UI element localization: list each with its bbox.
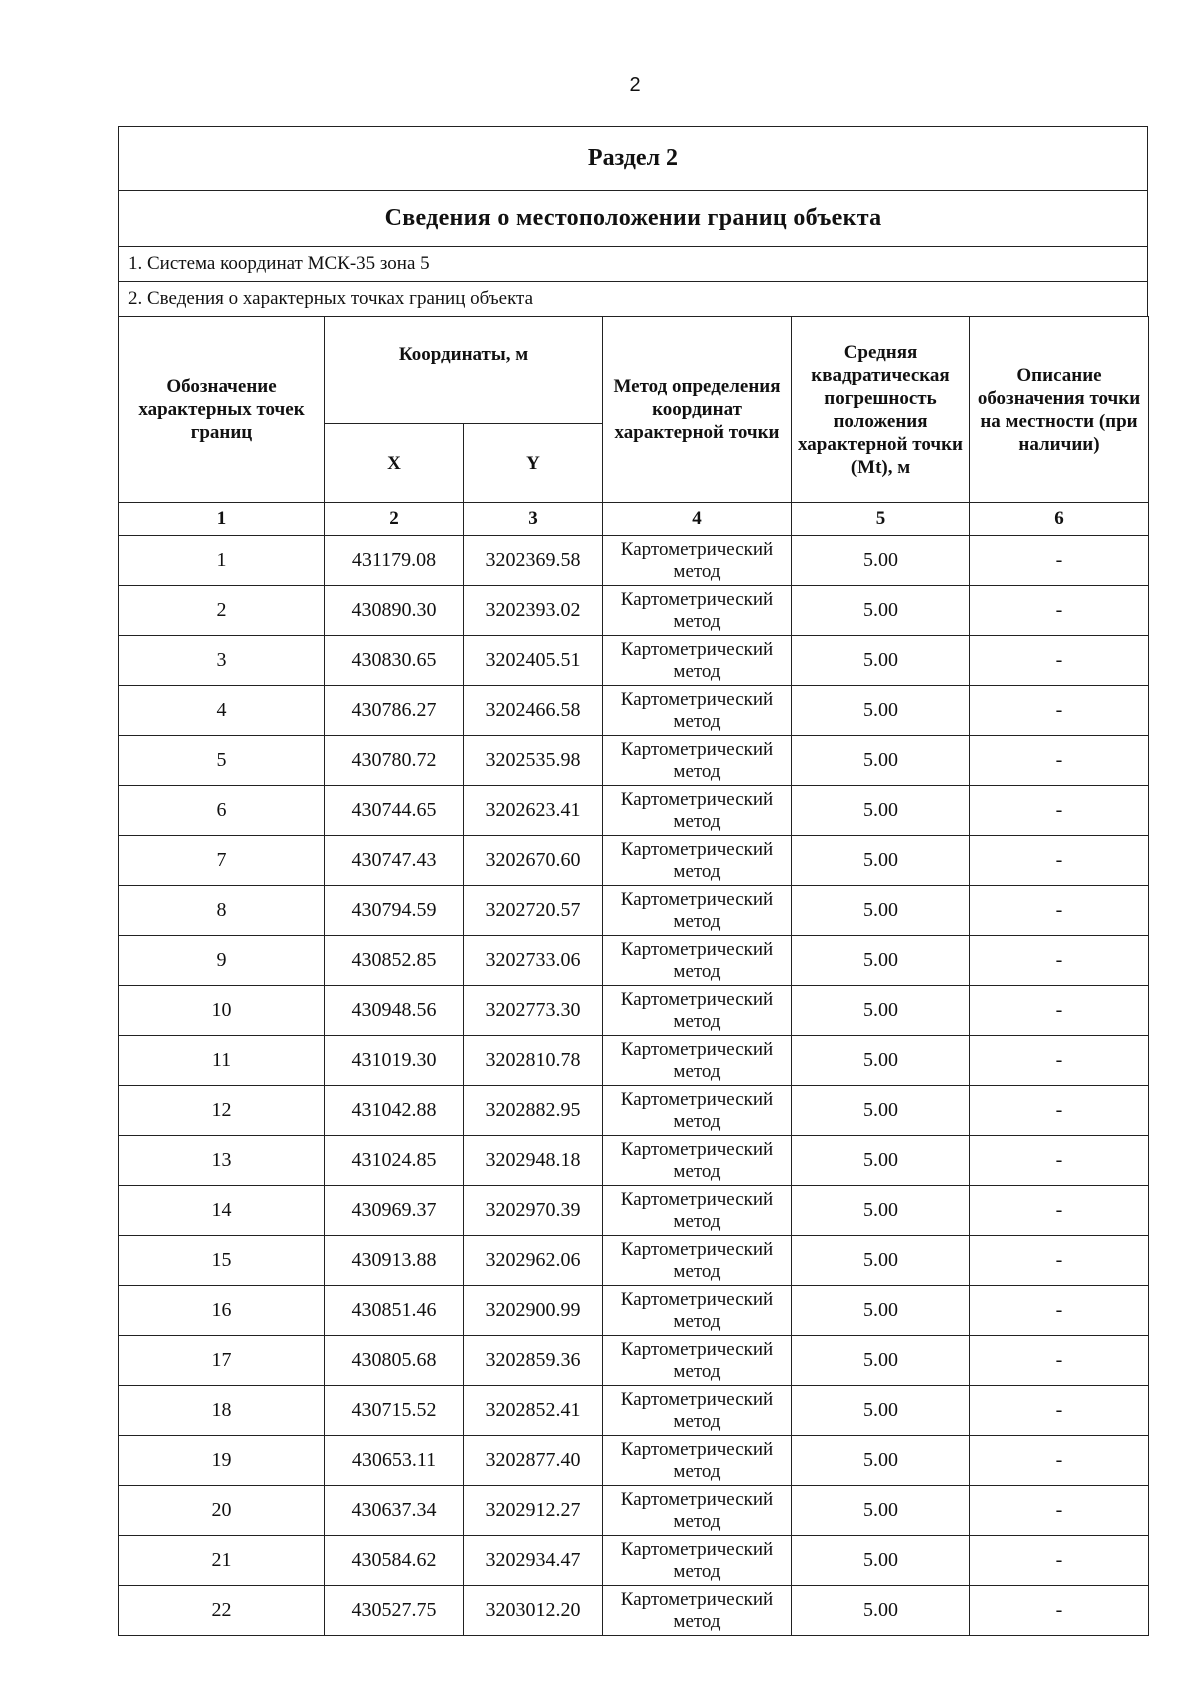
x-coordinate-cell: 431024.85 [325,1136,464,1186]
accuracy-cell: 5.00 [792,1136,970,1186]
x-coordinate-cell: 430527.75 [325,1586,464,1636]
method-text: Картометрический [620,588,774,610]
method-cell [603,936,792,986]
description-cell: - [970,686,1149,736]
point-id-cell: 9 [119,936,325,986]
accuracy-cell: 5.00 [792,686,970,736]
point-id-cell: 1 [119,536,325,586]
method-cell [603,1136,792,1186]
y-coordinate-cell: 3202810.78 [464,1036,603,1086]
coordinate-system: 1. Система координат МСК-35 зона 5 [118,246,1148,281]
method-text: метод [673,1410,721,1432]
x-coordinate-cell: 430780.72 [325,736,464,786]
y-coordinate-cell: 3202369.58 [464,536,603,586]
method-cell [603,886,792,936]
y-coordinate-cell: 3203012.20 [464,1586,603,1636]
method-text: метод [673,710,721,732]
description-cell: - [970,1436,1149,1486]
header-method: Метод определения координат характерной точки [603,317,792,503]
y-coordinate-cell: 3202773.30 [464,986,603,1036]
x-coordinate-cell: 430653.11 [325,1436,464,1486]
method-cell [603,686,792,736]
method-text: Картометрический [620,638,774,660]
description-cell: - [970,886,1149,936]
accuracy-cell: 5.00 [792,886,970,936]
method-text: Картометрический [620,788,774,810]
method-text: метод [673,1160,721,1182]
x-coordinate-cell: 430851.46 [325,1286,464,1336]
method-text: Картометрический [620,1288,774,1310]
method-text: метод [673,560,721,582]
point-id-cell: 21 [119,1536,325,1586]
column-number-row [119,503,1149,536]
point-id-cell: 5 [119,736,325,786]
header-coordinates: Координаты, м [325,317,603,424]
method-text: метод [673,1260,721,1282]
y-coordinate-cell: 3202852.41 [464,1386,603,1436]
header-x: X [325,424,464,503]
method-text: Картометрический [620,988,774,1010]
point-id-cell: 4 [119,686,325,736]
y-coordinate-cell: 3202623.41 [464,786,603,836]
point-id-cell: 20 [119,1486,325,1536]
method-cell [603,836,792,886]
description-cell: - [970,936,1149,986]
method-cell [603,1536,792,1586]
method-text: Картометрический [620,1188,774,1210]
x-coordinate-cell: 430913.88 [325,1236,464,1286]
method-text: Картометрический [620,888,774,910]
accuracy-cell: 5.00 [792,1236,970,1286]
point-id-cell: 6 [119,786,325,836]
document-title: Сведения о местоположении границ объекта [118,190,1148,246]
accuracy-cell: 5.00 [792,536,970,586]
x-coordinate-cell: 430637.34 [325,1486,464,1536]
method-text: метод [673,910,721,932]
table-row [119,1086,1149,1136]
description-cell: - [970,736,1149,786]
accuracy-cell: 5.00 [792,736,970,786]
point-id-cell: 22 [119,1586,325,1636]
table-row [119,686,1149,736]
point-id-cell: 16 [119,1286,325,1336]
description-cell: - [970,986,1149,1036]
table-row [119,1436,1149,1486]
description-cell: - [970,1336,1149,1386]
method-text: Картометрический [620,1138,774,1160]
accuracy-cell: 5.00 [792,1586,970,1636]
method-cell [603,786,792,836]
table-row [119,736,1149,786]
method-cell [603,636,792,686]
accuracy-cell: 5.00 [792,986,970,1036]
y-coordinate-cell: 3202670.60 [464,836,603,886]
document-sheet [118,126,1148,1636]
table-body [119,536,1149,1636]
method-cell [603,586,792,636]
column-number: 4 [603,503,792,536]
method-text: Картометрический [620,1488,774,1510]
y-coordinate-cell: 3202882.95 [464,1086,603,1136]
point-id-cell: 15 [119,1236,325,1286]
method-cell [603,1336,792,1386]
y-coordinate-cell: 3202733.06 [464,936,603,986]
table-row [119,536,1149,586]
method-text: метод [673,860,721,882]
table-row [119,1036,1149,1086]
description-cell: - [970,636,1149,686]
method-text: Картометрический [620,1588,774,1610]
accuracy-cell: 5.00 [792,586,970,636]
header-point: Обозначение характерных точек границ [119,317,325,503]
y-coordinate-cell: 3202466.58 [464,686,603,736]
accuracy-cell: 5.00 [792,786,970,836]
table-row [119,1586,1149,1636]
point-id-cell: 10 [119,986,325,1036]
x-coordinate-cell: 430948.56 [325,986,464,1036]
method-text: метод [673,1360,721,1382]
method-text: Картометрический [620,688,774,710]
y-coordinate-cell: 3202948.18 [464,1136,603,1186]
x-coordinate-cell: 430969.37 [325,1186,464,1236]
method-text: метод [673,1510,721,1532]
table-row [119,636,1149,686]
x-coordinate-cell: 430852.85 [325,936,464,986]
method-text: метод [673,1060,721,1082]
method-text: метод [673,960,721,982]
point-id-cell: 12 [119,1086,325,1136]
method-text: метод [673,1010,721,1032]
accuracy-cell: 5.00 [792,936,970,986]
point-id-cell: 11 [119,1036,325,1086]
x-coordinate-cell: 430830.65 [325,636,464,686]
point-id-cell: 14 [119,1186,325,1236]
point-id-cell: 17 [119,1336,325,1386]
description-cell: - [970,1236,1149,1286]
method-text: метод [673,760,721,782]
table-row [119,986,1149,1036]
point-id-cell: 18 [119,1386,325,1436]
y-coordinate-cell: 3202877.40 [464,1436,603,1486]
accuracy-cell: 5.00 [792,1486,970,1536]
y-coordinate-cell: 3202393.02 [464,586,603,636]
y-coordinate-cell: 3202900.99 [464,1286,603,1336]
table-row [119,586,1149,636]
method-text: Картометрический [620,938,774,960]
x-coordinate-cell: 430786.27 [325,686,464,736]
accuracy-cell: 5.00 [792,1536,970,1586]
accuracy-cell: 5.00 [792,1386,970,1436]
y-coordinate-cell: 3202405.51 [464,636,603,686]
method-text: метод [673,1460,721,1482]
description-cell: - [970,1186,1149,1236]
method-text: метод [673,660,721,682]
table-row [119,886,1149,936]
x-coordinate-cell: 431019.30 [325,1036,464,1086]
method-text: Картометрический [620,1538,774,1560]
point-id-cell: 2 [119,586,325,636]
x-coordinate-cell: 431179.08 [325,536,464,586]
column-number: 1 [119,503,325,536]
method-text: метод [673,810,721,832]
method-text: метод [673,1310,721,1332]
method-cell [603,1036,792,1086]
point-id-cell: 8 [119,886,325,936]
table-row [119,786,1149,836]
method-cell [603,1586,792,1636]
description-cell: - [970,1086,1149,1136]
method-cell [603,1486,792,1536]
table-row [119,1236,1149,1286]
description-cell: - [970,1286,1149,1336]
column-number: 5 [792,503,970,536]
accuracy-cell: 5.00 [792,1436,970,1486]
page-number: 2 [629,74,641,96]
header-description: Описание обозначения точки на местности (при наличии) [970,317,1149,503]
method-text: Картометрический [620,1438,774,1460]
y-coordinate-cell: 3202859.36 [464,1336,603,1386]
method-cell [603,1186,792,1236]
method-text: Картометрический [620,1388,774,1410]
method-text: Картометрический [620,1338,774,1360]
method-text: Картометрический [620,738,774,760]
table-row [119,836,1149,886]
header-y: Y [464,424,603,503]
method-text: метод [673,1560,721,1582]
description-cell: - [970,1386,1149,1436]
point-id-cell: 13 [119,1136,325,1186]
accuracy-cell: 5.00 [792,1086,970,1136]
accuracy-cell: 5.00 [792,636,970,686]
description-cell: - [970,1486,1149,1536]
description-cell: - [970,836,1149,886]
point-id-cell: 3 [119,636,325,686]
table-row [119,1286,1149,1336]
description-cell: - [970,1136,1149,1186]
x-coordinate-cell: 431042.88 [325,1086,464,1136]
column-number: 2 [325,503,464,536]
x-coordinate-cell: 430890.30 [325,586,464,636]
boundary-points-table [118,316,1149,1636]
points-caption: 2. Сведения о характерных точках границ объекта [118,281,1148,316]
method-cell [603,1086,792,1136]
y-coordinate-cell: 3202912.27 [464,1486,603,1536]
table-row [119,1136,1149,1186]
method-text: метод [673,1610,721,1632]
description-cell: - [970,1536,1149,1586]
x-coordinate-cell: 430584.62 [325,1536,464,1586]
method-text: метод [673,610,721,632]
method-text: Картометрический [620,1038,774,1060]
y-coordinate-cell: 3202970.39 [464,1186,603,1236]
method-cell [603,1286,792,1336]
method-text: Картометрический [620,1238,774,1260]
x-coordinate-cell: 430715.52 [325,1386,464,1436]
table-row [119,1386,1149,1436]
method-cell [603,536,792,586]
description-cell: - [970,1036,1149,1086]
accuracy-cell: 5.00 [792,1286,970,1336]
description-cell: - [970,586,1149,636]
description-cell: - [970,1586,1149,1636]
table-row [119,936,1149,986]
x-coordinate-cell: 430805.68 [325,1336,464,1386]
method-text: Картометрический [620,838,774,860]
accuracy-cell: 5.00 [792,1336,970,1386]
table-row [119,1536,1149,1586]
method-text: Картометрический [620,538,774,560]
y-coordinate-cell: 3202720.57 [464,886,603,936]
method-cell [603,986,792,1036]
accuracy-cell: 5.00 [792,1036,970,1086]
accuracy-cell: 5.00 [792,836,970,886]
section-heading: Раздел 2 [118,126,1148,190]
x-coordinate-cell: 430794.59 [325,886,464,936]
method-text: метод [673,1110,721,1132]
description-cell: - [970,536,1149,586]
header-accuracy: Средняя квадратическая погрешность положения характерной точки (Mt), м [792,317,970,503]
method-cell [603,1436,792,1486]
description-cell: - [970,786,1149,836]
x-coordinate-cell: 430744.65 [325,786,464,836]
method-text: метод [673,1210,721,1232]
method-cell [603,1386,792,1436]
table-row [119,1186,1149,1236]
method-cell [603,1236,792,1286]
y-coordinate-cell: 3202962.06 [464,1236,603,1286]
x-coordinate-cell: 430747.43 [325,836,464,886]
method-cell [603,736,792,786]
column-number: 6 [970,503,1149,536]
column-number: 3 [464,503,603,536]
point-id-cell: 7 [119,836,325,886]
y-coordinate-cell: 3202934.47 [464,1536,603,1586]
point-id-cell: 19 [119,1436,325,1486]
y-coordinate-cell: 3202535.98 [464,736,603,786]
table-row [119,1486,1149,1536]
accuracy-cell: 5.00 [792,1186,970,1236]
table-row [119,1336,1149,1386]
method-text: Картометрический [620,1088,774,1110]
